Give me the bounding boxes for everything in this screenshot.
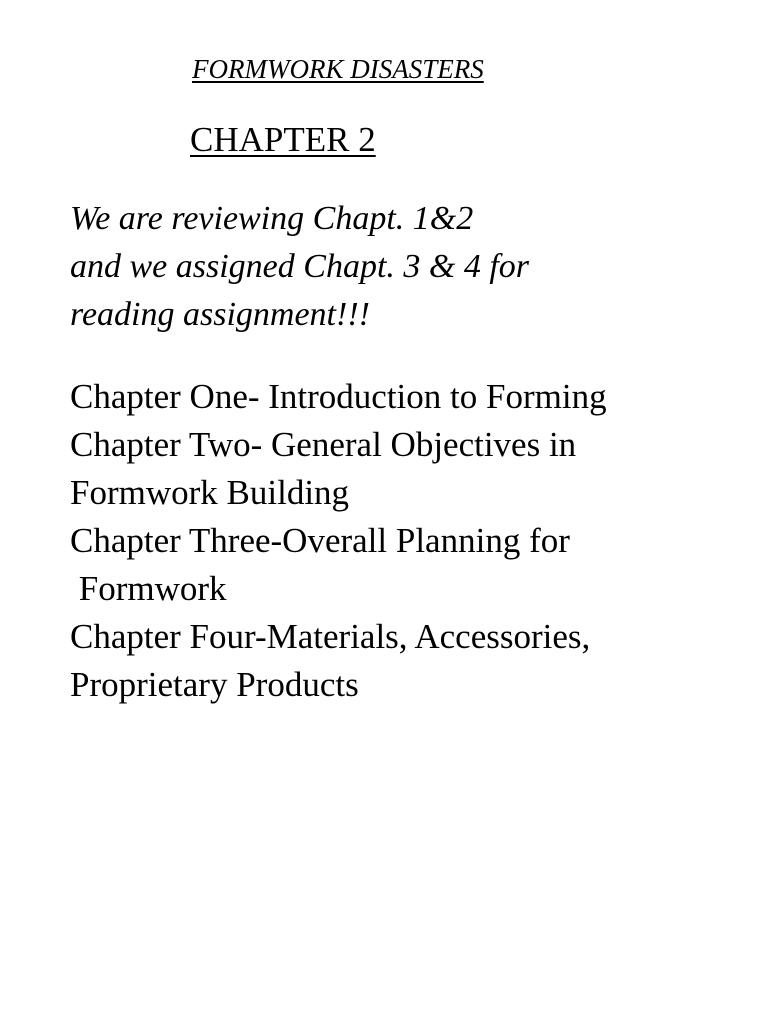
- reading-assignment-notice: [70, 195, 529, 339]
- chapter-heading: CHAPTER 2: [190, 120, 376, 159]
- chapter-list-line: Chapter Two- General Objectives in: [70, 425, 577, 464]
- chapter-list-line: Chapter Three-Overall Planning for: [70, 521, 570, 560]
- chapter-list-line: Formwork Building: [70, 473, 350, 512]
- chapter-list: [70, 373, 607, 709]
- chapter-list-line: Proprietary Products: [70, 665, 359, 704]
- chapter-list-line: Formwork: [70, 569, 227, 608]
- notice-line: We are reviewing Chapt. 1&2: [70, 200, 474, 237]
- chapter-list-line: Chapter Four-Materials, Accessories,: [70, 617, 591, 656]
- notice-line: reading assignment!!!: [70, 296, 370, 333]
- notice-line: and we assigned Chapt. 3 & 4 for: [70, 248, 530, 285]
- chapter-list-line: Chapter One- Introduction to Forming: [70, 377, 607, 416]
- header-title: FORMWORK DISASTERS: [192, 54, 484, 84]
